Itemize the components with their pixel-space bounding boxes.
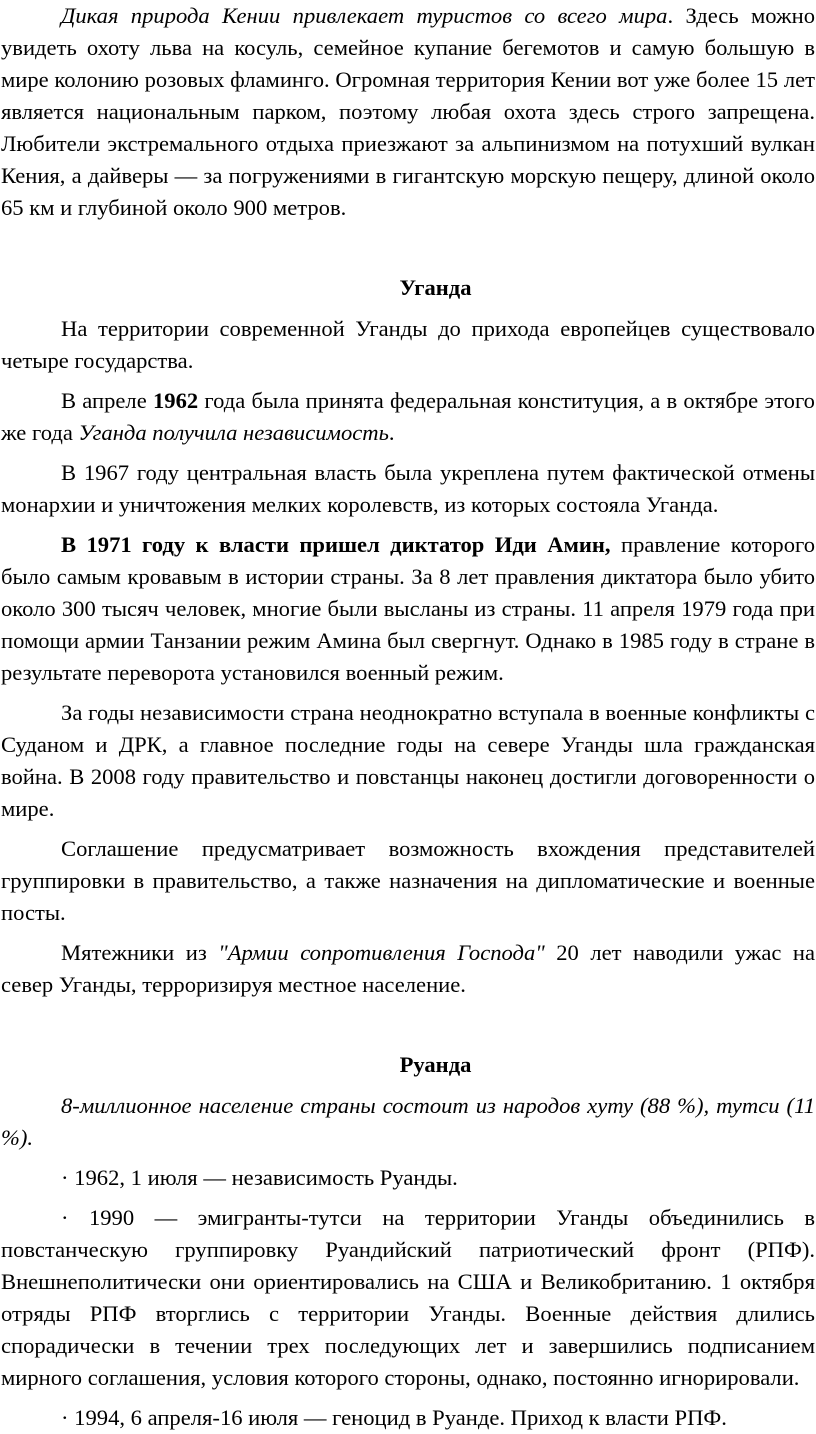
kenya-intro-text: . Здесь можно увидеть охоту льва на косуль, семейное купание бегемотов и самую большую в мире колонию розовых фламинго. Огромная территория Кении вот уже более 15 лет является национальным парком, поэтому любая охота здесь строго запрещена. Любители экстремального отдыха приезжают за альпинизмом на потухший вулкан Кения, а дайверы — за погружениями в гигантскую морскую пещеру, длиной около 65 км и глубиной около 900 метров. bbox=[1, 3, 816, 220]
kenya-paragraph bbox=[1, 0, 815, 224]
kenya-intro-italic: Дикая природа Кении привлекает туристов со всего мира bbox=[61, 3, 668, 28]
uganda-heading: Уганда bbox=[399, 275, 472, 300]
uganda-p2-italic: Уганда получила независимость bbox=[78, 420, 389, 445]
uganda-p4-text: правление которого было самым кровавым в истории страны. За 8 лет правления диктатора было убито около 300 тысяч человек, многие были высланы из страны. 11 апреля 1979 года при помощи армии Танзании режим Амина был свергнут. Однако в 1985 году в стране в результате переворота установился военный режим. bbox=[1, 532, 815, 685]
rwanda-paragraph-4: · 1994, 6 апреля-16 июля — геноцид в Руанде. Приход к власти РПФ. bbox=[61, 1405, 727, 1430]
uganda-paragraph-1: На территории современной Уганды до прихода европейцев существовало четыре государства. bbox=[1, 316, 815, 373]
uganda-p4-bold: В 1971 году к власти пришел диктатор Иди Амин, bbox=[61, 532, 611, 557]
uganda-paragraph-7 bbox=[1, 937, 815, 1001]
rwanda-paragraph-1 bbox=[1, 1090, 815, 1154]
uganda-p2-year: 1962 bbox=[152, 388, 199, 413]
uganda-p7-italic: "Армии сопротивления Господа" bbox=[218, 940, 545, 965]
uganda-p2-text-a: В апреле bbox=[61, 388, 153, 413]
uganda-paragraph-6: Соглашение предусматривает возможность вхождения представителей группировки в правительство, а также назначения на дипломатические и военные посты. bbox=[1, 836, 815, 925]
uganda-paragraph-3: В 1967 году центральная власть была укреплена путем фактической отмены монархии и уничтожения мелких королевств, из которых состояла Уганда. bbox=[1, 460, 815, 517]
uganda-p7-text-a: Мятежники из bbox=[61, 940, 219, 965]
uganda-p7-text-b: 20 лет наводили ужас на север Уганды, терроризируя местное население. bbox=[1, 940, 815, 997]
uganda-paragraph-5: За годы независимости страна неоднократно вступала в военные конфликты с Суданом и ДРК, а главное последние годы на севере Уганды шла гражданская война. В 2008 году правительство и повстанцы наконец достигли договоренности о мире. bbox=[1, 700, 815, 821]
uganda-paragraph-2 bbox=[1, 385, 815, 449]
uganda-p2-text-b: года была принята федеральная конституция, а в октябре этого же года bbox=[1, 388, 815, 445]
rwanda-heading: Руанда bbox=[399, 1052, 472, 1077]
rwanda-paragraph-3: · 1990 — эмигранты-тутси на территории Уганды объединились в повстанческую группировку Руандийский патриотический фронт (РПФ). Внешнеполитически они ориентировались на США и Великобританию. 1 октября отряды РПФ вторглись с территории Уганды. Военные действия длились спорадически в течении трех последующих лет и завершились подписанием мирного соглашения, условия которого стороны, однако, постоянно игнорировали. bbox=[1, 1205, 815, 1390]
rwanda-paragraph-2: · 1962, 1 июля — независимость Руанды. bbox=[61, 1165, 458, 1190]
uganda-p2-text-c: . bbox=[388, 420, 395, 445]
uganda-paragraph-4 bbox=[1, 529, 815, 689]
rwanda-p1-italic: 8-миллионное население страны состоит из народов хуту (88 %), тутси (11 %). bbox=[1, 1093, 815, 1150]
